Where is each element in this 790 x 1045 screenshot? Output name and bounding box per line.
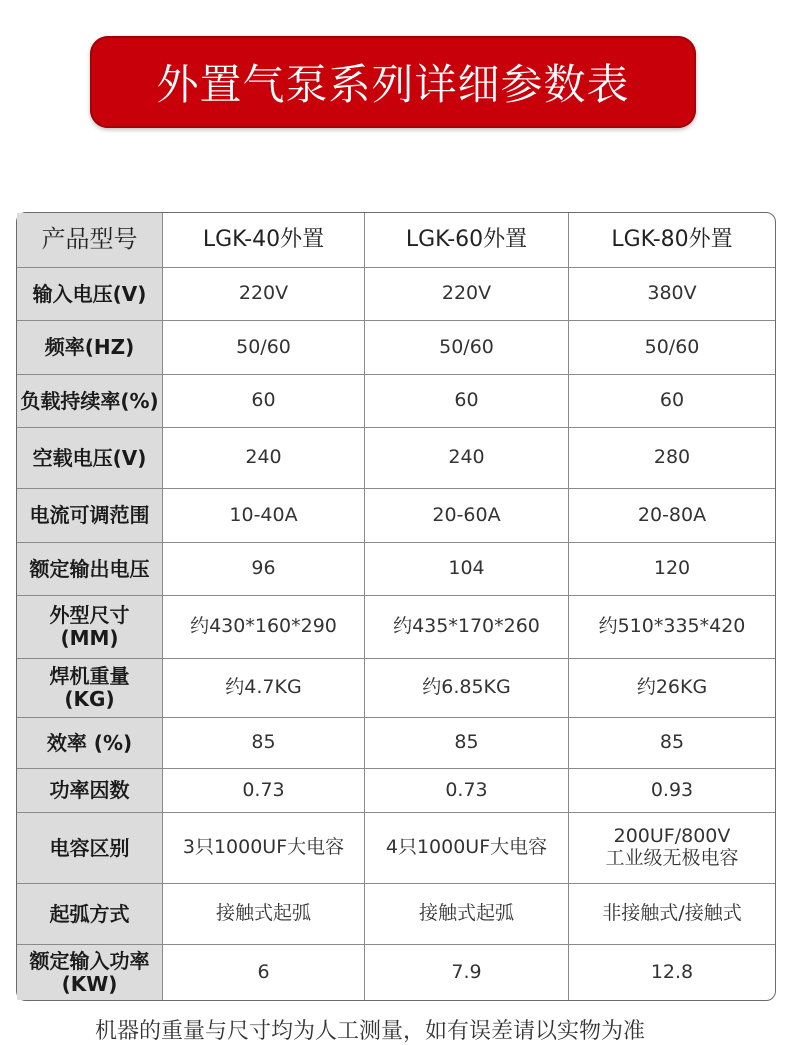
table-cell: [162, 321, 364, 374]
cell-value: 约4.7KG: [225, 676, 302, 699]
table-cell: [364, 769, 568, 812]
table-cell: [162, 596, 364, 658]
table-cell: [568, 268, 775, 320]
table-cell: [162, 268, 364, 320]
row-label: [17, 884, 162, 944]
table-row: [17, 768, 775, 812]
cell-value: 0.73: [445, 778, 488, 801]
table-cell: [568, 375, 775, 427]
table-cell: [568, 718, 775, 768]
table-cell: [568, 428, 775, 488]
table-cell: [568, 543, 775, 595]
row-label: [17, 718, 162, 768]
row-label: [17, 375, 162, 427]
table-cell: [162, 813, 364, 883]
title-banner: [90, 36, 696, 128]
cell-value: 接触式起弧: [418, 902, 514, 925]
cell-value: 12.8: [650, 960, 694, 983]
cell-value: 240: [448, 446, 485, 469]
table-cell: [568, 659, 775, 717]
cell-value: 220V: [238, 282, 289, 305]
table-cell: [364, 884, 568, 944]
row-label-line: 功率因数: [49, 778, 130, 802]
table-cell: [364, 321, 568, 374]
cell-value: 10-40A: [229, 503, 298, 526]
row-label-line: 输入电压(V): [32, 281, 147, 306]
cell-value: 3只1000UF大电容: [182, 836, 345, 859]
cell-value: 0.93: [650, 778, 694, 801]
table-row: [17, 488, 775, 542]
cell-value: 280: [653, 446, 691, 469]
table-row: [17, 812, 775, 883]
cell-value: 约26KG: [636, 676, 708, 699]
row-label: [17, 596, 162, 658]
row-label: [17, 321, 162, 374]
cell-value: 6: [257, 960, 270, 983]
row-label-line: 负载持续率(%): [20, 388, 159, 413]
row-label: [17, 659, 162, 717]
cell-value: 85: [454, 731, 479, 754]
row-label-line: (KW): [61, 971, 118, 996]
cell-value: 60: [251, 389, 276, 412]
cell-value: 60: [454, 389, 479, 412]
row-label: [17, 543, 162, 595]
table-cell: [162, 375, 364, 427]
cell-value: 接触式起弧: [215, 902, 311, 925]
table-cell: [162, 769, 364, 812]
cell-value: 96: [251, 557, 276, 580]
table-cell: [162, 659, 364, 717]
spec-table: [16, 212, 776, 1001]
row-label-line: 外型尺寸: [49, 603, 130, 627]
table-row: [17, 883, 775, 944]
cell-value: 240: [245, 446, 282, 469]
table-cell: [364, 718, 568, 768]
row-label-line: 额定输出电压: [29, 556, 150, 581]
table-cell: [162, 945, 364, 1000]
row-label-line: 起弧方式: [49, 901, 130, 926]
header-label: 产品型号: [17, 213, 162, 267]
table-row: [17, 717, 775, 768]
cell-value: 约430*160*290: [190, 615, 337, 638]
cell-value: 约6.85KG: [422, 676, 511, 699]
table-cell: [364, 489, 568, 542]
row-label-line: 电容区别: [49, 835, 130, 860]
cell-value: 0.73: [242, 778, 285, 801]
table-cell: [162, 489, 364, 542]
table-row: [17, 267, 775, 320]
cell-value: 20-60A: [432, 503, 501, 526]
row-label-line: 焊机重量: [49, 664, 130, 688]
table-row: [17, 595, 775, 658]
table-cell: [364, 945, 568, 1000]
table-cell: [568, 769, 775, 812]
footer-note: 机器的重量与尺寸均为人工测量，如有误差请以实物为准: [95, 1019, 646, 1044]
table-row: [17, 374, 775, 427]
table-cell: [568, 321, 775, 374]
cell-value: 工业级无极电容: [605, 847, 739, 869]
row-label: [17, 428, 162, 488]
cell-value: 50/60: [644, 335, 700, 358]
table-cell: [364, 596, 568, 658]
row-label: [17, 268, 162, 320]
table-cell: [568, 489, 775, 542]
table-cell: [364, 813, 568, 883]
table-cell: [568, 596, 775, 658]
table-cell: [364, 428, 568, 488]
table-cell: [364, 543, 568, 595]
cell-value: 120: [653, 557, 691, 580]
row-label-line: 额定输入功率: [29, 948, 150, 973]
table-cell: [364, 659, 568, 717]
row-label-line: 电流可调范围: [29, 503, 150, 527]
row-label-line: 效率 (%): [46, 730, 133, 755]
table-cell: [568, 813, 775, 883]
table-cell: [568, 945, 775, 1000]
table-cell: [364, 375, 568, 427]
row-label-line: (KG): [64, 687, 115, 711]
model-header: LGK-80外置: [568, 213, 775, 267]
cell-value: 200UF/800V: [613, 825, 731, 848]
table-row: [17, 658, 775, 717]
cell-value: 380V: [647, 282, 697, 305]
cell-value: 4只1000UF大电容: [385, 836, 548, 859]
row-label-line: (MM): [60, 626, 119, 650]
row-label: [17, 945, 162, 1000]
cell-value: 50/60: [236, 335, 291, 358]
table-row: [17, 542, 775, 595]
model-header: LGK-60外置: [364, 213, 568, 267]
table-cell: [568, 884, 775, 944]
cell-value: 20-80A: [637, 503, 707, 526]
cell-value: 约435*170*260: [393, 615, 540, 638]
table-row: [17, 427, 775, 488]
cell-value: 约510*335*420: [598, 615, 746, 638]
page-title: 外置气泵系列详细参数表: [156, 60, 630, 109]
cell-value: 85: [251, 731, 276, 754]
row-label: [17, 769, 162, 812]
model-header: LGK-40外置: [162, 213, 364, 267]
table-header-row: [17, 213, 775, 267]
table-cell: [364, 268, 568, 320]
cell-value: 220V: [441, 282, 492, 305]
cell-value: 7.9: [451, 960, 482, 983]
row-label-line: 频率(HZ): [44, 335, 135, 359]
table-cell: [162, 884, 364, 944]
row-label: [17, 489, 162, 542]
table-row: [17, 320, 775, 374]
row-label-line: 空载电压(V): [32, 445, 147, 470]
table-cell: [162, 428, 364, 488]
cell-value: 50/60: [439, 335, 494, 358]
cell-value: 104: [448, 557, 485, 580]
cell-value: 非接触式/接触式: [602, 902, 742, 925]
table-cell: [162, 718, 364, 768]
table-row: [17, 944, 775, 1000]
row-label: [17, 813, 162, 883]
table-cell: [162, 543, 364, 595]
cell-value: 60: [659, 389, 685, 412]
cell-value: 85: [659, 731, 685, 754]
